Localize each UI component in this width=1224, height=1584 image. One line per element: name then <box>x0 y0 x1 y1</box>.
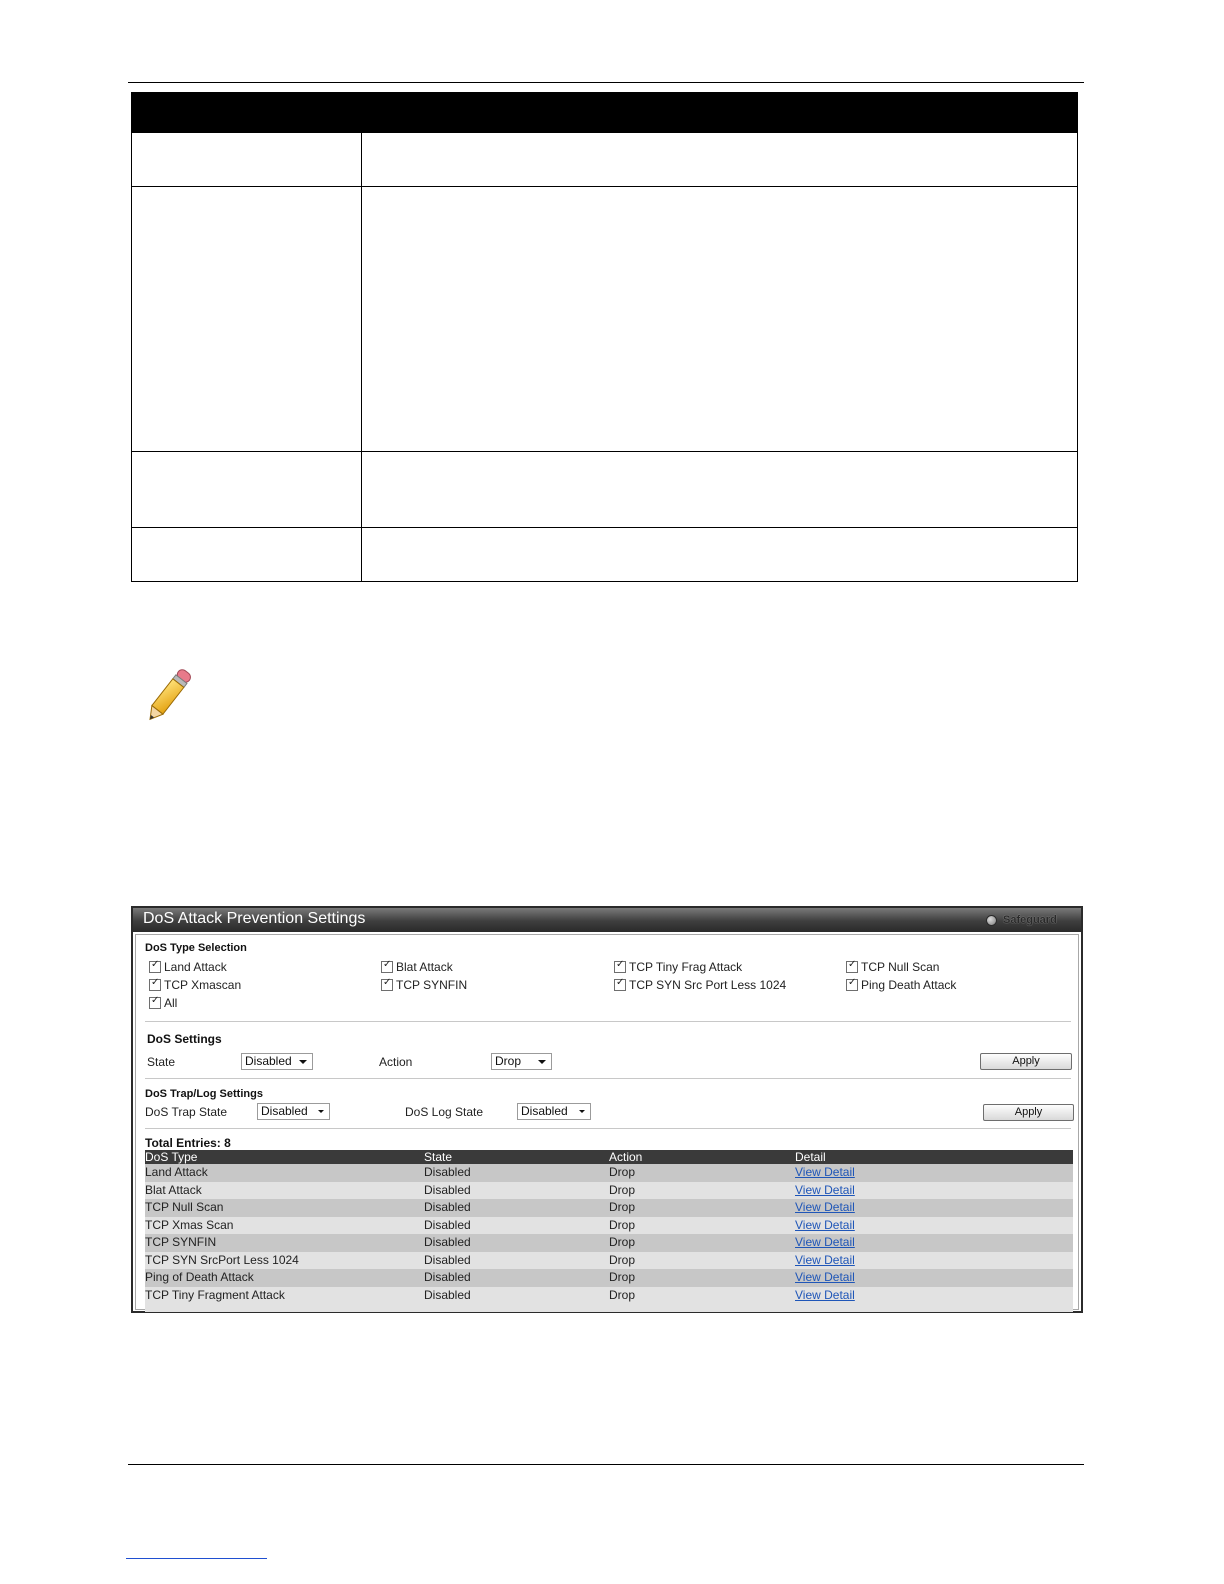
column-header-detail: Detail <box>795 1150 1073 1164</box>
cell-action: Drop <box>609 1217 795 1235</box>
safeguard-status-icon <box>986 915 997 926</box>
view-detail-link[interactable]: View Detail <box>795 1270 855 1285</box>
checkbox-land-attack[interactable] <box>149 961 161 973</box>
cell-state: Disabled <box>424 1182 609 1200</box>
action-label: Action <box>379 1055 413 1069</box>
checkbox-all[interactable] <box>149 997 161 1009</box>
cell-action: Drop <box>609 1287 795 1305</box>
checkbox-label-blat-attack: Blat Attack <box>396 960 453 974</box>
safeguard-label: Safeguard <box>1003 914 1057 926</box>
checkbox-ping-death-attack[interactable] <box>846 979 858 991</box>
cell-dos-type: Ping of Death Attack <box>145 1269 424 1287</box>
cell-dos-type: TCP Xmas Scan <box>145 1217 424 1235</box>
dos-settings-apply-button[interactable]: Apply <box>980 1053 1072 1070</box>
checkbox-label-tcp-syn-src-port-less-1024: TCP SYN Src Port Less 1024 <box>629 978 787 992</box>
log-state-label: DoS Log State <box>405 1105 484 1119</box>
table-row <box>145 1287 1073 1305</box>
checkbox-label-ping-death-attack: Ping Death Attack <box>861 978 957 992</box>
log-state-select[interactable] <box>517 1103 591 1120</box>
dos-entries-table <box>145 1150 1073 1312</box>
trap-log-apply-button[interactable]: Apply <box>983 1104 1074 1121</box>
parameter-table-header <box>132 93 1078 133</box>
trap-log-heading: DoS Trap/Log Settings <box>145 1088 263 1100</box>
log-state-select-value: Disabled <box>521 1104 568 1118</box>
cell-state: Disabled <box>424 1234 609 1252</box>
checkbox-label-tcp-xmascan: TCP Xmascan <box>164 978 242 992</box>
section-divider <box>145 1021 1071 1022</box>
checkbox-tcp-tiny-frag-attack[interactable] <box>614 961 626 973</box>
trap-state-select[interactable] <box>257 1103 330 1120</box>
action-select-value: Drop <box>495 1054 522 1068</box>
table-row <box>145 1269 1073 1287</box>
view-detail-link[interactable]: View Detail <box>795 1200 855 1215</box>
state-select-value: Disabled <box>245 1054 292 1068</box>
cell-action: Drop <box>609 1164 795 1182</box>
state-select[interactable] <box>241 1053 313 1070</box>
cell-dos-type: TCP Null Scan <box>145 1199 424 1217</box>
window-content <box>135 934 1079 1310</box>
table-row <box>145 1217 1073 1235</box>
cell-action: Drop <box>609 1269 795 1287</box>
dos-attack-prevention-window <box>131 906 1083 1313</box>
cell-action: Drop <box>609 1199 795 1217</box>
table-row <box>145 1234 1073 1252</box>
checkbox-tcp-xmascan[interactable] <box>149 979 161 991</box>
cell-action: Drop <box>609 1252 795 1270</box>
table-header-row <box>145 1150 1073 1164</box>
column-header-dos-type: DoS Type <box>145 1150 424 1164</box>
cell-dos-type: TCP Tiny Fragment Attack <box>145 1287 424 1305</box>
table-row <box>145 1199 1073 1217</box>
checkbox-label-land-attack: Land Attack <box>164 960 227 974</box>
cell-action: Drop <box>609 1234 795 1252</box>
window-titlebar <box>133 908 1081 932</box>
parameter-table <box>131 92 1078 582</box>
cell-dos-type: TCP SYN SrcPort Less 1024 <box>145 1252 424 1270</box>
action-select[interactable] <box>491 1053 552 1070</box>
pencil-note-icon <box>138 668 210 732</box>
dropdown-arrow-icon <box>318 1110 324 1113</box>
checkbox-label-all: All <box>164 996 178 1010</box>
cell-dos-type: TCP SYNFIN <box>145 1234 424 1252</box>
cell-dos-type: Blat Attack <box>145 1182 424 1200</box>
footer-link-underline <box>126 1558 267 1559</box>
dropdown-arrow-icon <box>299 1060 307 1064</box>
view-detail-link[interactable]: View Detail <box>795 1252 855 1267</box>
cell-state: Disabled <box>424 1217 609 1235</box>
cell-state: Disabled <box>424 1164 609 1182</box>
cell-state: Disabled <box>424 1287 609 1305</box>
cell-state: Disabled <box>424 1252 609 1270</box>
checkbox-label-tcp-tiny-frag-attack: TCP Tiny Frag Attack <box>629 960 743 974</box>
table-row <box>145 1182 1073 1200</box>
view-detail-link[interactable]: View Detail <box>795 1217 855 1232</box>
table-row <box>145 1164 1073 1182</box>
window-title: DoS Attack Prevention Settings <box>143 910 366 927</box>
column-header-state: State <box>424 1150 609 1164</box>
cell-dos-type: Land Attack <box>145 1164 424 1182</box>
checkbox-tcp-syn-src-port-less-1024[interactable] <box>614 979 626 991</box>
checkbox-label-tcp-null-scan: TCP Null Scan <box>861 960 940 974</box>
page-header-rule <box>128 82 1084 83</box>
cell-action: Drop <box>609 1182 795 1200</box>
page-footer-rule <box>128 1464 1084 1465</box>
column-header-action: Action <box>609 1150 795 1164</box>
view-detail-link[interactable]: View Detail <box>795 1165 855 1180</box>
state-label: State <box>147 1055 176 1069</box>
section-divider <box>145 1078 1071 1079</box>
trap-state-label: DoS Trap State <box>145 1105 228 1119</box>
table-row-filler <box>145 1304 1073 1312</box>
cell-state: Disabled <box>424 1269 609 1287</box>
dos-type-selection-heading: DoS Type Selection <box>145 942 247 954</box>
section-divider <box>145 1128 1071 1129</box>
dos-settings-heading: DoS Settings <box>147 1032 222 1046</box>
view-detail-link[interactable]: View Detail <box>795 1287 855 1302</box>
view-detail-link[interactable]: View Detail <box>795 1182 855 1197</box>
checkbox-tcp-null-scan[interactable] <box>846 961 858 973</box>
dropdown-arrow-icon <box>579 1110 585 1113</box>
checkbox-tcp-synfin[interactable] <box>381 979 393 991</box>
checkbox-blat-attack[interactable] <box>381 961 393 973</box>
checkbox-label-tcp-synfin: TCP SYNFIN <box>396 978 468 992</box>
trap-state-select-value: Disabled <box>261 1104 308 1118</box>
dropdown-arrow-icon <box>538 1060 546 1064</box>
table-row <box>145 1252 1073 1270</box>
view-detail-link[interactable]: View Detail <box>795 1235 855 1250</box>
total-entries: Total Entries: 8 <box>145 1136 231 1150</box>
cell-state: Disabled <box>424 1199 609 1217</box>
